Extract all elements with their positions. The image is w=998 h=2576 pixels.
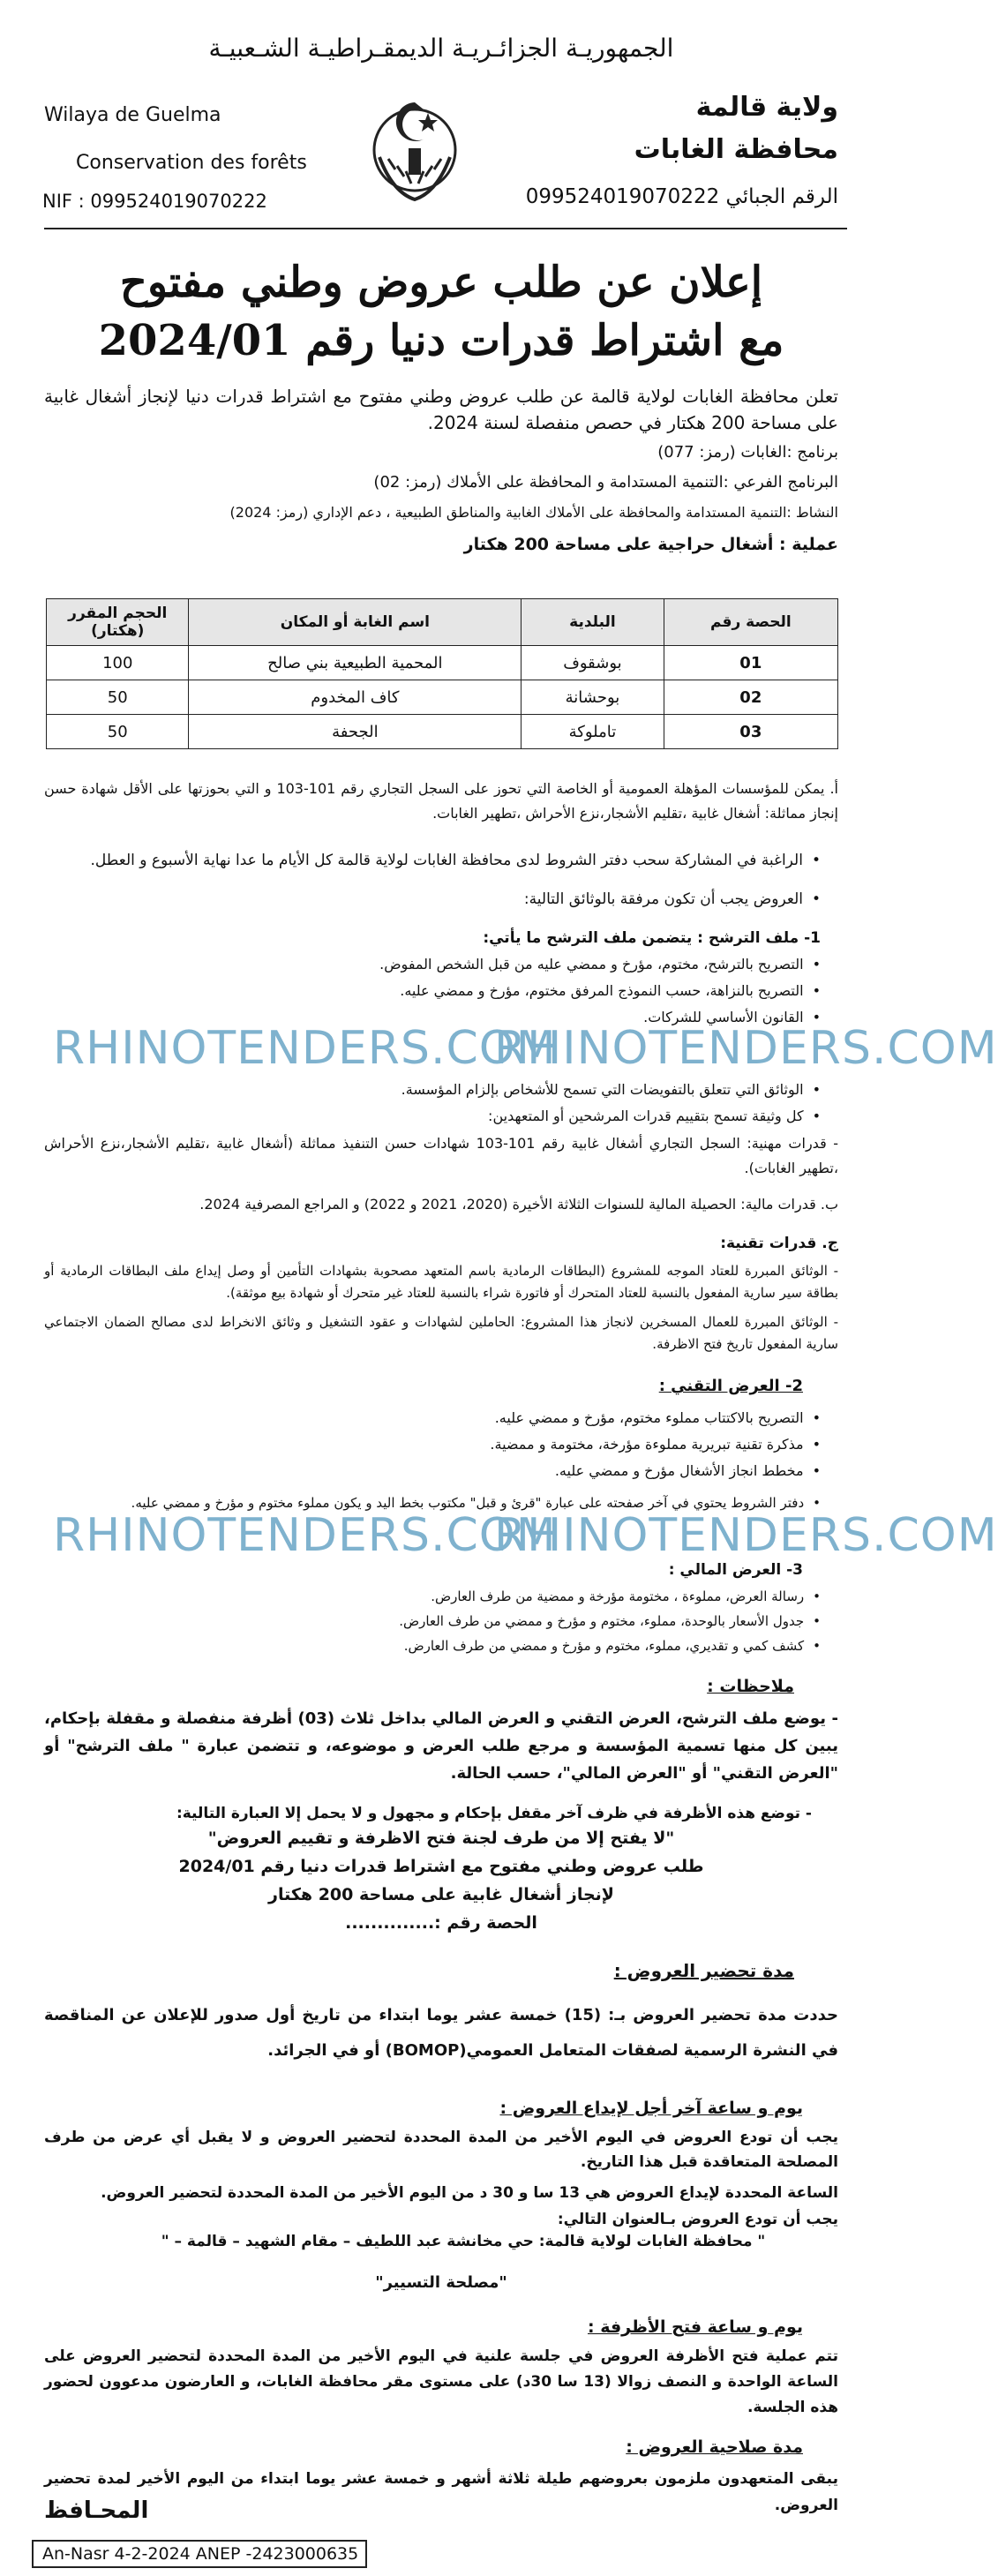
algeria-emblem-icon <box>357 95 472 210</box>
technical-capacity-title: ج. قدرات تقنية: <box>720 1235 838 1252</box>
opening-text: تتم عملية فتح الأظرفة العروض في جلسة علنية في اليوم الأخير من المدة المحددة لتحضير العروض على الساعة الواحدة و النصف زوالا (13 سا 30د) على مستوى مقر محافظة الغابات، و العارضون مدعوون لحضور هذه الجلسة. <box>44 2347 838 2416</box>
lot-number: 02 <box>664 680 837 715</box>
lots-table-header-row <box>47 599 838 646</box>
notice-title-line1: إعلان عن طلب عروض وطني مفتوح <box>119 258 763 307</box>
eligibility-bullet-1: • الراغبة في المشاركة سحب دفتر الشروط لدى محافظة الغابات لولاية قالمة كل الأيام ما عدا نهاية الأسبوع و العطل. <box>62 849 821 872</box>
ar-conservation: محافظة الغابات <box>634 134 838 165</box>
envelope-quote-1: "لا يفتح إلا من طرف لجنة فتح الاظرفة و تقييم العروض" <box>207 1829 675 1848</box>
eligibility-a: أ. يمكن للمؤسسات المؤهلة العمومية أو الخاصة التي تحوز على السجل التجاري رقم 101-103 و التي بحوزتها على الأقل شهادة حسن إنجاز مماثلة: أشغال غابية ،تقليم الأشجار،نزع الأحراش ،تطهير الغابات. <box>44 780 838 822</box>
table-row <box>47 680 838 715</box>
lot-commune: بوحشانة <box>522 680 664 715</box>
technical-offer-title: 2- العرض التقني : <box>658 1377 803 1395</box>
deposit-text-3: يجب أن تودع العروض بـالعنوان التالي: <box>557 2211 838 2228</box>
deposit-text-2: الساعة المحددة لإيداع العروض هي 13 سا و 30 د من اليوم الأخير من المدة المحددة لتحضير العروض. <box>101 2184 838 2202</box>
prep-title: مدة تحضير العروض : <box>613 1960 794 1981</box>
table-row <box>47 715 838 749</box>
candidacy-item-4: • الوثائق التي تتعلق بالتفويضات التي تسمح للأشخاص بإلزام المؤسسة. <box>97 1078 821 1101</box>
subprogram-line: البرنامج الفرعي :التنمية المستدامة و المحافظة على الأملاك (رمز: 02) <box>373 473 838 492</box>
notes-text-2: - توضع هذه الأظرفة في ظرف آخر مقفل بإحكام و مجهول و لا يحمل إلا العبارة التالية: <box>176 1805 812 1822</box>
deposit-title: يوم و ساعة آخر أجل لإيداع العروض : <box>499 2099 803 2118</box>
eligibility-bullet-2: • العروض يجب أن تكون مرفقة بالوثائق التالية: <box>62 888 821 911</box>
signature: المحـافظ <box>44 2497 149 2524</box>
candidacy-item-2: • التصريح بالنزاهة، حسب النموذج المرفق مختوم، مؤرخ و ممضي عليه. <box>97 980 821 1003</box>
table-row <box>47 646 838 680</box>
intro-paragraph: تعلن محافظة الغابات لولاية قالمة عن طلب عروض وطني مفتوح مع اشتراط قدرات دنيا لإنجاز أشغال غابية على مساحة 200 هكتار في حصص منفصلة لسنة 2024. <box>44 386 838 433</box>
lot-forest: كاف المخدوم <box>189 680 522 715</box>
watermark-left-2: RHINOTENDERS.COM <box>53 1509 557 1562</box>
financial-offer-title: 3- العرض المالي : <box>668 1561 803 1579</box>
republic-header: الجمهوريـة الجزائـريـة الديمقـراطيـة الشـعبيـة <box>208 34 674 63</box>
professional-capacity: - قدرات مهنية: السجل التجاري أشغال غابية رقم 101-103 شهادات حسن التنفيذ مماثلة (أشغال غابية ،تقليم الأشجار،نزع الأحراش ،تطهير الغابات). <box>44 1135 838 1176</box>
watermark-right: RHINOTENDERS.COM <box>494 1022 998 1075</box>
candidacy-item-3: • القانون الأساسي للشركات. <box>97 1006 821 1029</box>
notes-text-1: - يوضع ملف الترشح، العرض التقني و العرض المالي بداخل ثلاث (03) أظرفة منفصلة و مقفلة بإحكام، يبين كل منها تسمية المؤسسة و مرجع طلب العرض و موضوعه، و تتضمن عبارة " ملف الترشح" أو "العرض التقني" أو "العرض المالي"، حسب الحالة. <box>44 1709 838 1783</box>
validity-title: مدة صلاحية العروض : <box>626 2437 803 2457</box>
technical-offer-item-4: • دفتر الشروط يحتوي في آخر صفحته على عبارة "قرئ و قبل" مكتوب بخط اليد و يكون مملوء مختوم و مؤرخ و ممضي عليه. <box>97 1491 821 1514</box>
lot-area: 50 <box>47 680 189 715</box>
lot-forest: الجحفة <box>189 715 522 749</box>
ar-wilaya: ولاية قالمة <box>695 92 838 123</box>
technical-offer-item-3: • مخطط انجاز الأشغال مؤرخ و ممضي عليه. <box>97 1460 821 1483</box>
financial-offer-item-1: • رسالة العرض، مملوءة ، مختومة مؤرخة و ممضية من طرف العارض. <box>97 1585 821 1608</box>
column-header: الحجم المقرر (هكتار) <box>47 599 189 646</box>
candidacy-item-1: • التصريح بالترشح، مختوم، مؤرخ و ممضي عليه من قبل الشخص المفوض. <box>97 953 821 976</box>
fr-nif: NIF : 099524019070222 <box>42 191 267 212</box>
lot-number: 03 <box>664 715 837 749</box>
publication-footer: An-Nasr 4-2-2024 ANEP -2423000635 <box>32 2540 367 2568</box>
financial-capacity: ب. قدرات مالية: الحصيلة المالية للسنوات الثلاثة الأخيرة (2020، 2021 و 2022) و المراجع المصرفية 2024. <box>199 1196 838 1213</box>
fr-conservation: Conservation des forêts <box>76 152 307 174</box>
header-divider <box>44 228 847 229</box>
financial-offer-item-2: • جدول الأسعار بالوحدة، مملوء، مختوم و مؤرخ و ممضي من طرف العارض. <box>97 1610 821 1633</box>
deposit-text-1: يجب أن تودع العروض في اليوم الأخير من المدة المحددة لتحضير العروض و لا يقبل أي عرض من طرف المصلحة المتعاقدة قبل هذا التاريخ. <box>44 2129 838 2171</box>
lot-commune: تاملوكة <box>522 715 664 749</box>
notice-title-line2: مع اشتراط قدرات دنيا رقم 2024/01 <box>98 316 784 365</box>
watermark-right-2: RHINOTENDERS.COM <box>494 1509 998 1562</box>
column-header: اسم الغابة أو المكان <box>189 599 522 646</box>
candidacy-title: 1- ملف الترشح : يتضمن ملف الترشح ما يأتي: <box>483 929 821 947</box>
candidacy-item-5: • كل وثيقة تسمح بتقييم قدرات المرشحين أو المتعهدين: <box>97 1105 821 1128</box>
opening-title: يوم و ساعة فتح الأظرفة : <box>587 2317 803 2337</box>
operation-line: عملية : أشغال حراجية على مساحة 200 هكتار <box>463 535 838 554</box>
validity-text: يبقى المتعهدون ملزمون بعروضهم طيلة ثلاثة أشهر و خمسة عشر يوما ابتداء من اليوم الأخير لمدة تحضير العروض. <box>44 2470 838 2514</box>
technical-capacity-1: - الوثائق المبررة للعتاد الموجه للمشروع (البطاقات الرمادية باسم المتعهد مصحوبة بشهادات التأمين أو وصل إيداع ملف البطاقات الرمادية أو بطاقة سير سارية المفعول بالنسبة للعتاد المتحرك أو فاتورة شراء بالنسبة للعتاد غير متحرك أو شهادة بيع موثقة). <box>44 1263 838 1301</box>
column-header: البلدية <box>522 599 664 646</box>
lot-forest: المحمية الطبيعية بني صالح <box>189 646 522 680</box>
fr-wilaya: Wilaya de Guelma <box>44 104 221 126</box>
watermark-left: RHINOTENDERS.COM <box>53 1022 557 1075</box>
technical-offer-item-1: • التصريح بالاكتتاب مملوء مختوم، مؤرخ و ممضي عليه. <box>97 1407 821 1430</box>
deposit-address: " محافظة الغابات لولاية قالمة: حي مخانشة عبد اللطيف – مقام الشهيد – قالمة – " <box>161 2233 766 2250</box>
program-line: برنامج :الغابات (رمز: 077) <box>657 443 838 462</box>
envelope-quote-2: طلب عروض وطني مفتوح مع اشتراط قدرات دنيا رقم 2024/01 <box>178 1857 704 1876</box>
activity-line: النشاط :التنمية المستدامة والمحافظة على الأملاك الغابية والمناطق الطبيعية ، دعم الإداري (رمز: 2024) <box>229 504 838 521</box>
lots-table <box>46 598 838 749</box>
notes-title: ملاحظات : <box>707 1677 794 1696</box>
column-header: الحصة رقم <box>664 599 837 646</box>
financial-offer-item-3: • كشف كمي و تقديري، مملوء، مختوم و مؤرخ و ممضي من طرف العارض. <box>97 1634 821 1657</box>
envelope-quote-4: الحصة رقم :.............. <box>345 1913 537 1933</box>
lot-area: 50 <box>47 715 189 749</box>
lot-commune: بوشقوف <box>522 646 664 680</box>
envelope-quote-3: لإنجاز أشغال غابية على مساحة 200 هكتار <box>268 1885 614 1904</box>
prep-text: حددت مدة تحضير العروض بـ: (15) خمسة عشر يوما ابتداء من تاريخ أول صدور للإعلان عن المناقصة في النشرة الرسمية لصفقات المتعامل العمومي(BOMOP) أو في الجرائد. <box>44 2006 839 2060</box>
lot-area: 100 <box>47 646 189 680</box>
deposit-service: "مصلحة التسيير" <box>375 2273 507 2292</box>
ar-nif: الرقم الجبائي 099524019070222 <box>525 185 838 208</box>
lot-number: 01 <box>664 646 837 680</box>
technical-offer-item-2: • مذكرة تقنية تبريرية مملوءة مؤرخة، مختومة و ممضية. <box>97 1433 821 1456</box>
technical-capacity-2: - الوثائق المبررة للعمال المسخرين لانجاز هذا المشروع: الحاملين لشهادات و عقود التشغيل و وثائق الانخراط لدى مصالح الضمان الاجتماعي سارية المفعول تاريخ فتح الاظرفة. <box>44 1314 838 1352</box>
